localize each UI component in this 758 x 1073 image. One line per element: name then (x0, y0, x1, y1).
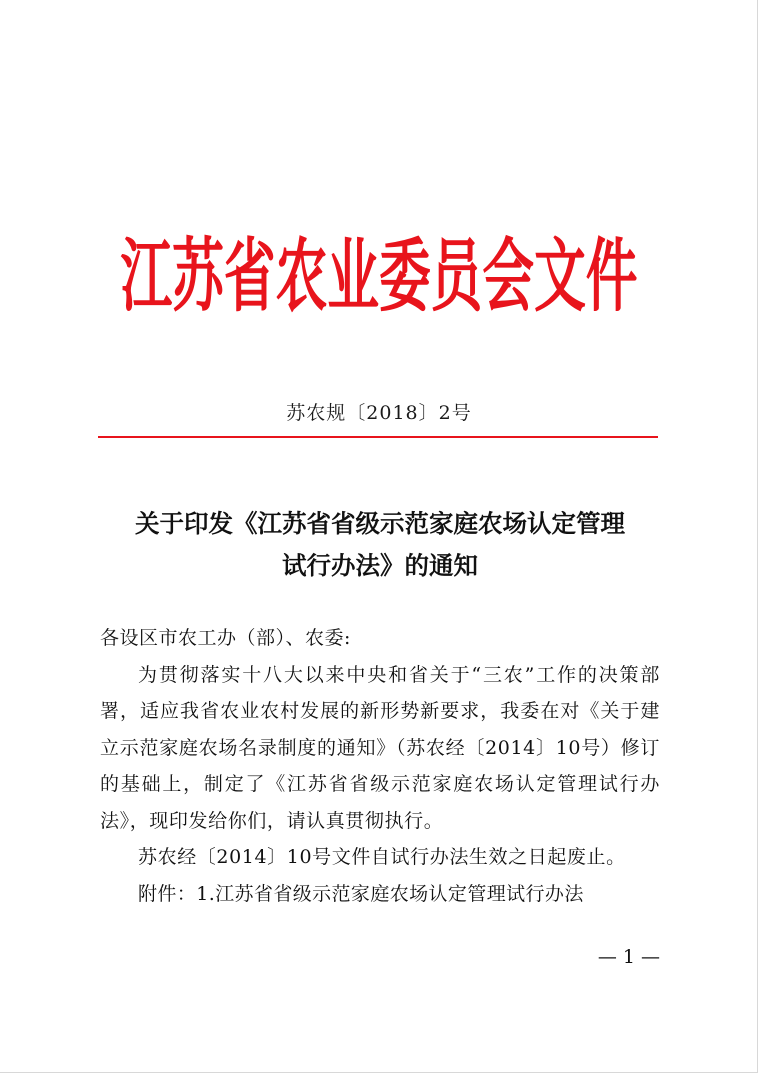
document-number: 苏农规〔2018〕2号 (286, 402, 472, 424)
document-title (90, 503, 670, 587)
page-number: — 1 — (597, 946, 660, 968)
title-line-2: 试行办法》的通知 (282, 551, 478, 580)
salutation: 各设区市农工办（部）、农委: (100, 627, 351, 649)
body-paragraph-1: 为贯彻落实十八大以来中央和省关于“三农”工作的决策部署，适应我省农业农村发展的新形势新要求，我委在对《关于建立示范家庭农场名录制度的通知》（苏农经〔2014〕10号）修订的基础上，制定了《江苏省省级示范家庭农场认定管理试行办法》，现印发给你们，请认真贯彻执行。 (100, 663, 660, 832)
title-line-1: 关于印发《江苏省省级示范家庭农场认定管理 (135, 509, 625, 538)
attachment-line: 附件：1.江苏省省级示范家庭农场认定管理试行办法 (138, 882, 584, 905)
body-paragraph-2: 苏农经〔2014〕10号文件自试行办法生效之日起废止。 (138, 846, 626, 868)
masthead-title: 江苏省农业委员会文件 (120, 229, 638, 323)
red-divider-line (98, 436, 658, 438)
document-body (100, 620, 660, 912)
